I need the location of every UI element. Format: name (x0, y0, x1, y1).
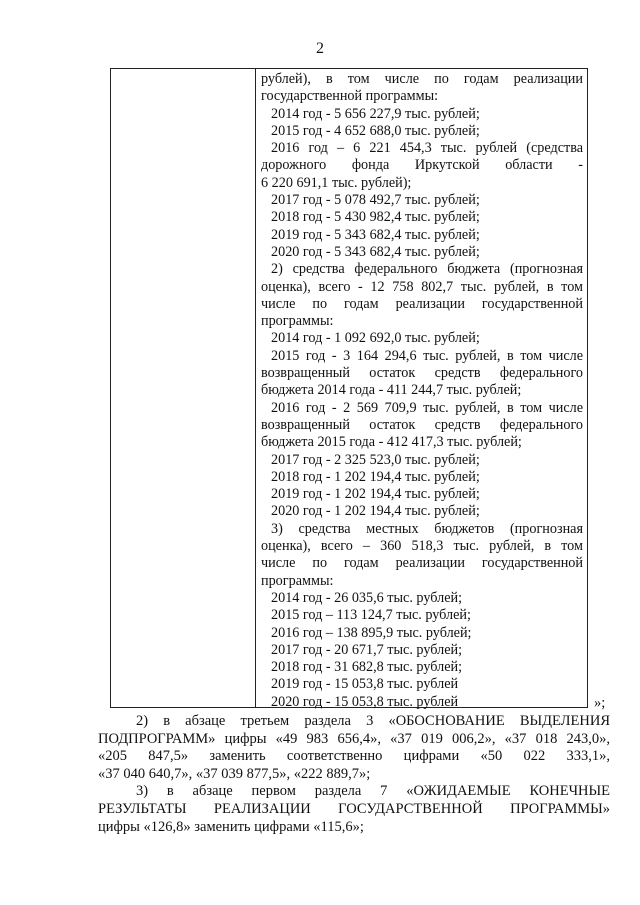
table-cell-line: 3) средства местных бюджетов (прогнозная (271, 520, 583, 537)
amendment-line: РЕЗУЛЬТАТЫ РЕАЛИЗАЦИИ ГОСУДАРСТВЕННОЙ ПРОГРАММЫ» (98, 800, 610, 817)
table-cell-line: программы: (261, 313, 334, 330)
table-cell-line: программы: (261, 572, 334, 589)
table-cell-line: 2014 год - 1 092 692,0 тыс. рублей; (271, 330, 480, 347)
amendment-line: «37 040 640,7», «37 039 877,5», «222 889,7»; (98, 765, 371, 782)
table-cell-line: рублей), в том числе по годам реализации (261, 71, 583, 87)
amendment-line: 3) в абзаце первом раздела 7 «ОЖИДАЕМЫЕ КОНЕЧНЫЕ (136, 783, 610, 800)
table-cell-line: дорожного фонда Иркутской области - (261, 157, 583, 174)
table-cell-line: оценка), всего - 12 758 802,7 тыс. рублей, в том (261, 278, 583, 295)
table-cell-line: возвращенный остаток средств федерального (261, 365, 583, 382)
table-cell-line: 2015 год - 4 652 688,0 тыс. рублей; (271, 122, 480, 139)
amendment-line: «205 847,5» заменить соответственно цифрами «50 022 333,1», (98, 748, 610, 765)
table-cell-line: 2019 год - 5 343 682,4 тыс. рублей; (271, 226, 480, 243)
amendment-paragraphs (98, 713, 610, 836)
table-cell-line: бюджета 2015 года - 412 417,3 тыс. рублей; (261, 434, 522, 451)
amendment-line: цифры «126,8» заменить цифрами «115,6»; (98, 818, 364, 835)
table-cell-line: 2019 год - 1 202 194,4 тыс. рублей; (271, 486, 480, 503)
table-cell-line: 2016 год – 138 895,9 тыс. рублей; (271, 624, 472, 641)
table-cell-line: 2018 год - 5 430 982,4 тыс. рублей; (271, 209, 480, 226)
amendment-line: ПОДПРОГРАММ» цифры «49 983 656,4», «37 019 006,2», «37 018 243,0», (98, 730, 610, 747)
table-right-cell (261, 71, 583, 711)
table-cell-line: 2014 год - 26 035,6 тыс. рублей; (271, 589, 463, 606)
amendment-line: 2) в абзаце третьем раздела 3 «ОБОСНОВАНИЕ ВЫДЕЛЕНИЯ (136, 713, 610, 729)
table-cell-line: 2018 год - 1 202 194,4 тыс. рублей; (271, 468, 480, 485)
table-cell-line: 2015 год – 113 124,7 тыс. рублей; (271, 607, 471, 624)
table-cell-line: 2016 год – 6 221 454,3 тыс. рублей (средства (271, 140, 583, 157)
table-cell-line: 2019 год - 15 053,8 тыс. рублей (271, 676, 459, 693)
table-cell-line: числе по годам реализации государственной (261, 555, 583, 572)
table-cell-line: 2017 год - 20 671,7 тыс. рублей; (271, 641, 463, 658)
table-cell-line: числе по годам реализации государственной (261, 295, 583, 312)
table-cell-line: 2014 год - 5 656 227,9 тыс. рублей; (271, 105, 480, 122)
table-cell-line: государственной программы: (261, 88, 439, 105)
closing-quote-mark: »; (594, 695, 606, 711)
table-cell-line: 2) средства федерального бюджета (прогнозная (271, 261, 583, 278)
table-cell-line: оценка), всего – 360 518,3 тыс. рублей, в том (261, 538, 583, 555)
page-number: 2 (316, 40, 324, 57)
table-cell-line: 2016 год - 2 569 709,9 тыс. рублей, в том числе (271, 399, 583, 416)
table-cell-line: 2020 год - 1 202 194,4 тыс. рублей; (271, 503, 480, 520)
table-cell-line: 2020 год - 15 053,8 тыс. рублей (271, 693, 459, 710)
table-cell-line: 2017 год - 2 325 523,0 тыс. рублей; (271, 451, 480, 468)
table-cell-line: 2015 год - 3 164 294,6 тыс. рублей, в том числе (271, 347, 583, 364)
table-cell-line: 2017 год - 5 078 492,7 тыс. рублей; (271, 192, 480, 209)
table-cell-line: возвращенный остаток средств федерального (261, 416, 583, 433)
table-cell-line: бюджета 2014 года - 411 244,7 тыс. рублей; (261, 382, 522, 399)
budget-table (110, 68, 588, 708)
table-cell-line: 6 220 691,1 тыс. рублей); (261, 174, 412, 191)
table-cell-line: 2018 год - 31 682,8 тыс. рублей; (271, 659, 463, 676)
table-cell-line: 2020 год - 5 343 682,4 тыс. рублей; (271, 243, 480, 260)
column-divider (255, 69, 256, 707)
